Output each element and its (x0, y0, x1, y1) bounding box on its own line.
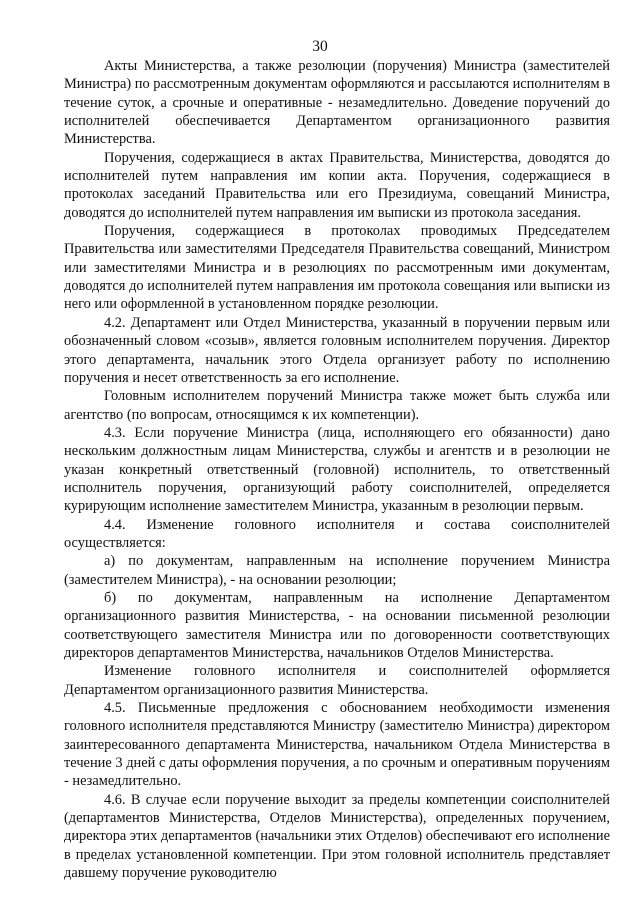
paragraph: 4.5. Письменные предложения с обоснованием необходимости изменения головного исполнителя представляются Министру (заместителю Министра) директором заинтересованного департамента Министерства, начальником Отдела Министерства в течение 3 дней с даты оформления поручения, а по срочным и оперативным поручениям - незамедлительно. (64, 700, 610, 790)
page-number: 30 (312, 38, 328, 55)
paragraph: Изменение головного исполнителя и соисполнителей оформляется Департаментом организационного развития Министерства. (64, 663, 610, 698)
paragraph: Головным исполнителем поручений Министра также может быть служба или агентство (по вопросам, относящимся к их компетенции). (64, 388, 610, 423)
paragraph: 4.6. В случае если поручение выходит за пределы компетенции соисполнителей (департаментов Министерства, Отделов Министерства), определенных поручением, директора этих департаментов (начальники этих Отделов) обеспечивают его исполнение в пределах установленной компетенции. При этом головной исполнитель представляет давшему поручение руководителю (64, 791, 610, 882)
paragraph: 4.2. Департамент или Отдел Министерства, указанный в поручении первым или обозначенный словом «созыв», является головным исполнителем поручения. Директор этого департамента, начальник этого Отдела организует работу по исполнению поручения и несет ответственность за его исполнение. (64, 314, 610, 386)
paragraph: 4.4. Изменение головного исполнителя и состава соисполнителей осуществляется: (64, 516, 610, 551)
document-body (64, 57, 610, 882)
paragraph: а) по документам, направленным на исполнение поручением Министра (заместителем Министра), - на основании резолюции; (64, 553, 610, 588)
paragraph: Акты Министерства, а также резолюции (поручения) Министра (заместителей Министра) по рассмотренным документам оформляются и рассылаются исполнителям в течение суток, а срочные и оперативные - незамедлительно. Доведение поручений до исполнителей обеспечивается Департаментом организационного развития Министерства. (64, 58, 610, 148)
paragraph: 4.3. Если поручение Министра (лица, исполняющего его обязанности) дано нескольким должностным лицам Министерства, службы и агентств и в резолюции не указан конкретный ответственный (головной) исполнитель, то ответственный исполнитель поручения, организующий работу соисполнителей, определяется курирующим исполнение заместителем Министра, указанным в резолюции первым. (64, 424, 610, 515)
paragraph: б) по документам, направленным на исполнение Департаментом организационного развития Министерства, - на основании письменной резолюции соответствующего заместителя Министра или по договоренности соответствующих директоров департаментов Министерства, начальников Отделов Министерства. (64, 589, 610, 661)
paragraph: Поручения, содержащиеся в актах Правительства, Министерства, доводятся до исполнителей путем направления им копии акта. Поручения, содержащиеся в протоколах заседаний Правительства или его Президиума, совещаний Министра, доводятся до исполнителей путем направления им выписки из протокола заседания. (64, 149, 610, 221)
paragraph: Поручения, содержащиеся в протоколах проводимых Председателем Правительства или заместителями Председателя Правительства совещаний, Министром или заместителями Министра и в резолюциях по рассмотренным ими документам, доводятся до исполнителей путем направления им протокола совещания или выписки из него или оформленной в установленном порядке резолюции. (64, 223, 610, 313)
